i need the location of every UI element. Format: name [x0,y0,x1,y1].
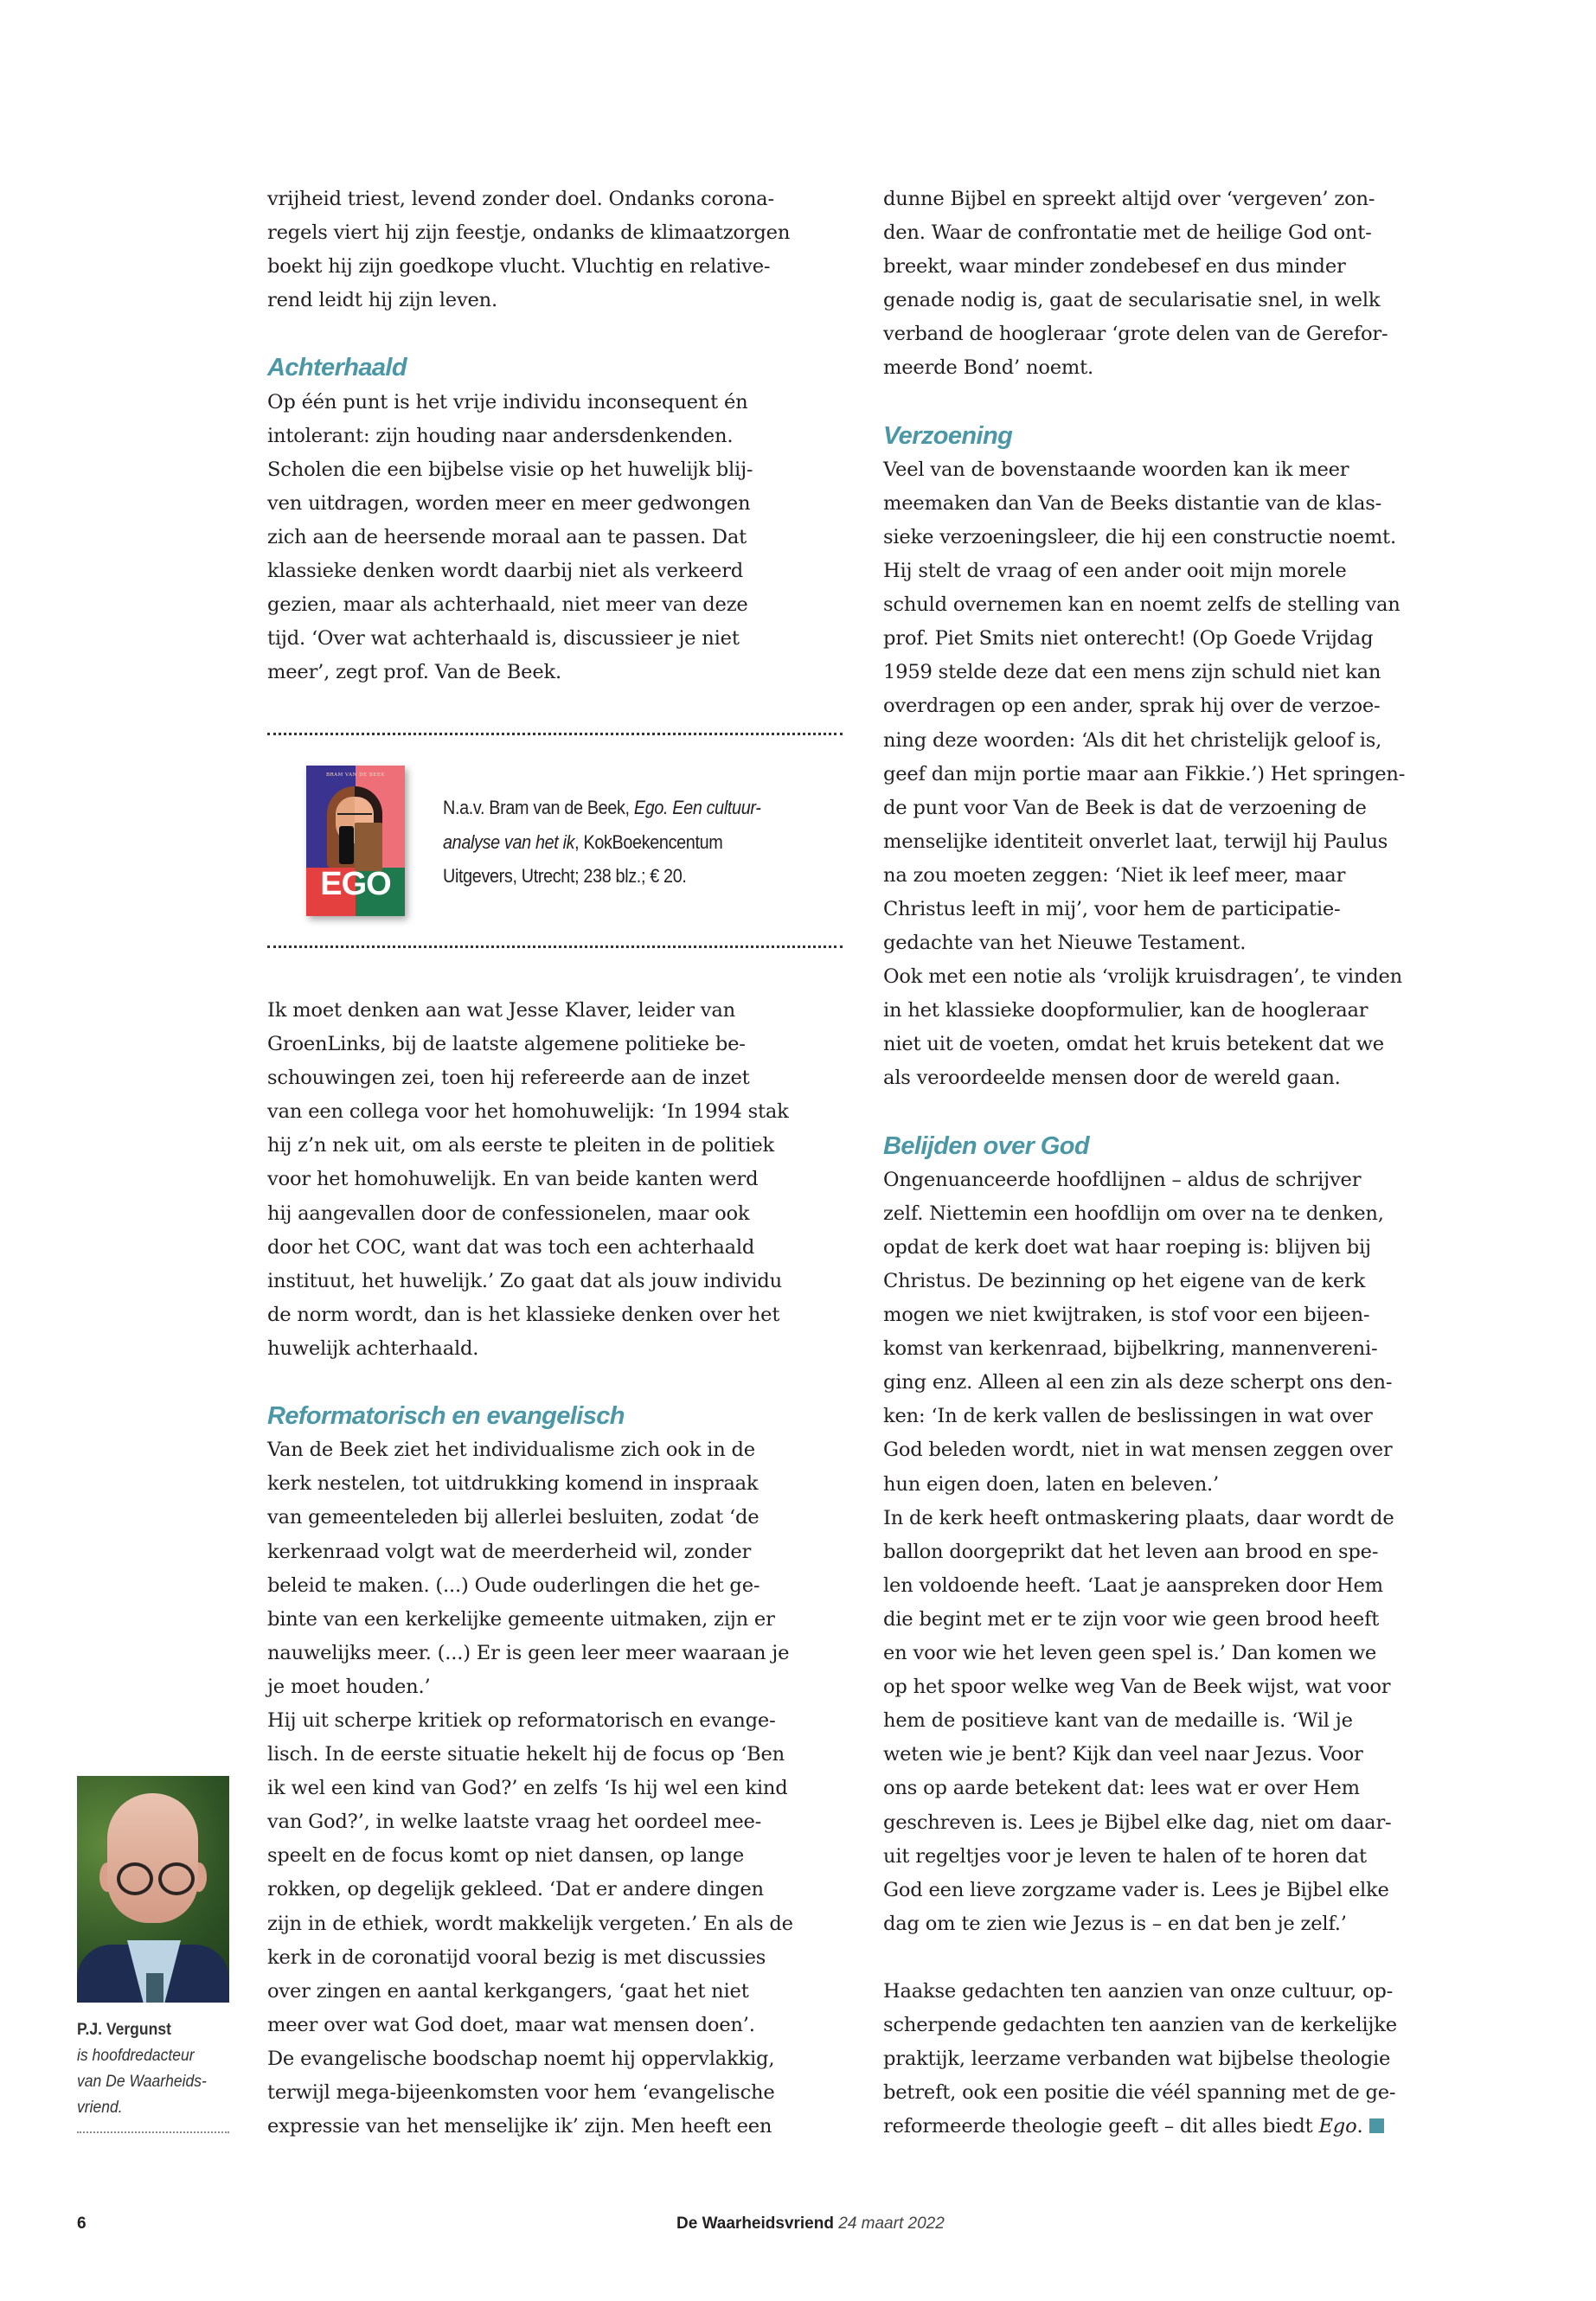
text-line: ging enz. Alleen al een zin als deze scherpt ons den- [883,1371,1393,1394]
text-line: verband de hoogleraar ‘grote delen van de Gerefor- [883,323,1388,346]
text-line: dunne Bijbel en spreekt altijd over ‘vergeven’ zon- [883,188,1375,210]
text-line: God beleden wordt, niet in wat mensen zeggen over [883,1439,1393,1462]
text-line: Hij uit scherpe kritiek op reformatorisch en evange- [267,1708,776,1732]
text-line: opdat de kerk doet wat haar roeping is: blijven bij [883,1235,1371,1259]
text-line: van De Waarheids- [77,2072,207,2091]
text-line: binte van een kerkelijke gemeente uitmaken, zijn er [267,1607,775,1631]
text-line: Ik moet denken aan wat Jesse Klaver, leider van [267,999,735,1022]
paragraph [267,994,793,1366]
text-line: Christus leeft in mij’, voor hem de participatie- [883,897,1341,920]
text-line: sieke verzoeningsleer, die hij een constructie noemt. [883,525,1396,548]
paragraph [883,1502,1405,1941]
text-line: 1959 stelde deze dat een mens zijn schuld niet kan [883,661,1381,684]
text-line [443,825,760,860]
text-line: genade nodig is, gaat de secularisatie snel, in welk [883,289,1381,312]
text-line: lisch. In de eerste situatie hekelt hij de focus op ‘Ben [267,1743,785,1766]
text-line: De evangelische boodschap noemt hij oppervlakkig, [267,2047,775,2070]
final-line [883,2110,1405,2144]
text-line: beleid te maken. (...) Oude ouderlingen die het ge- [267,1574,760,1597]
text-line: gedachte van het Nieuwe Testament. [883,932,1247,955]
text-line: instituut, het huwelijk.’ Zo gaat dat als jouw individu [267,1269,782,1292]
text-line: ons op aarde betekent dat: lees wat er over Hem [883,1777,1360,1800]
text-line: ballon doorgeprikt dat het leven aan brood en spe- [883,1540,1379,1563]
paragraph [267,1433,793,1704]
text-line: schouwingen zei, toen hij refereerde aan de inzet [267,1067,750,1090]
text-line: nauwelijks meer. (...) Er is geen leer meer waaraan je [267,1641,790,1664]
text-line [443,791,760,825]
text-line: van gemeenteleden bij allerlei besluiten, zodat ‘de [267,1506,760,1529]
text-line: overdragen op een ander, sprak hij over de verzoe- [883,695,1381,718]
section-heading: Reformatorisch en evangelisch [267,1402,625,1431]
paragraph [883,453,1405,960]
author-bio [77,2042,207,2120]
text-line: rend leidt hij zijn leven. [267,289,498,312]
text-segment: Uitgevers, Utrecht; 238 blz.; € 20. [443,865,687,887]
text-line: geschreven is. Lees je Bijbel elke dag, niet om daar- [883,1811,1392,1834]
paragraph [267,386,790,690]
text-line: weten wie je bent? Kijk dan veel naar Jezus. Voor [883,1743,1363,1766]
left-column-upper [267,183,790,689]
author-photo [77,1776,229,2003]
text-line: kerkenraad volgt wat de meerderheid wil, zonder [267,1540,752,1563]
text-line: op het spoor welke weg Van de Beek wijst, wat voor [883,1676,1391,1699]
text-line: voor het homohuwelijk. En van beide kanten werd [267,1168,759,1191]
text-line: als veroordeelde mensen door de wereld gaan. [883,1067,1341,1090]
text-line: kerk in de coronatijd vooral bezig is met discussies [267,1945,766,1969]
text-line: terwijl mega-bijeenkomsten voor hem ‘evangelische [267,2081,775,2104]
text-line: die begint met er te zijn voor wie geen brood heeft [883,1607,1380,1631]
text-line: dag om te zien wie Jezus is – en dat ben je zelf.’ [883,1912,1347,1935]
text-segment: analyse van het ik [443,830,575,853]
text-line: ken: ‘In de kerk vallen de beslissingen in wat over [883,1405,1373,1428]
author-name: P.J. Vergunst [77,2020,171,2039]
text-line: ning deze woorden: ‘Als dit het christelijk geloof is, [883,728,1382,752]
text-line: over zingen en aantal kerkgangers, ‘gaat het niet [267,1979,749,2003]
text-segment: . [1356,2115,1363,2138]
text-line: breekt, waar minder zondebesef en dus minder [883,255,1346,279]
text-line: hij z’n nek uit, om als eerste te pleiten in de politiek [267,1134,775,1157]
text-line: len voldoende heeft. ‘Laat je aanspreken door Hem [883,1574,1383,1597]
text-line: zelf. Niettemin een hoofdlijn om over na te denken, [883,1202,1384,1225]
text-segment: Ego. Een cultuur- [633,797,761,818]
text-line: Op één punt is het vrije individu inconsequent én [267,390,748,413]
text-line: de norm wordt, dan is het klassieke denken over het [267,1303,780,1326]
text-line: praktijk, leerzame verbanden wat bijbelse theologie [883,2048,1391,2071]
text-line: uit regeltjes voor je leven te halen of te horen dat [883,1844,1367,1868]
text-line: boekt hij zijn goedkope vlucht. Vluchtig en relative- [267,255,771,279]
publication-name: De Waarheidsvriend [676,2214,834,2233]
text-segment: , KokBoekencentum [574,830,723,853]
text-line: Hij stelt de vraag of een ander ooit mijn morele [883,560,1347,583]
text-line: zijn in de ethiek, wordt makkelijk vergeten.’ En als de [267,1912,793,1935]
cover-title: EGO [320,866,391,902]
text-line: Christus. De bezinning op het eigene van de kerk [883,1270,1366,1292]
text-line: van God?’, in welke laatste vraag het oordeel mee- [267,1811,762,1834]
text-line: meer’, zegt prof. Van de Beek. [267,661,561,684]
text-line: scherpende gedachten ten aanzien van de kerkelijke [883,2014,1397,2037]
paragraph [883,960,1405,1095]
text-line: niet uit de voeten, omdat het kruis betekent dat we [883,1033,1384,1056]
section-heading: Belijden over God [883,1131,1089,1160]
text-line: regels viert hij zijn feestje, ondanks de klimaatzorgen [267,221,791,245]
issue-date: 24 maart 2022 [838,2214,945,2233]
text-line: vriend. [77,2098,123,2117]
text-line: prof. Piet Smits niet onterecht! (Op Goede Vrijdag [883,627,1374,651]
section-heading: Achterhaald [267,354,407,382]
paragraph [267,1704,793,2144]
text-line: Haakse gedachten ten aanzien van onze cultuur, op- [883,1979,1394,2003]
text-segment: Ego [1318,2115,1357,2138]
text-line: schuld overnemen kan en noemt zelfs de stelling van [883,593,1401,617]
text-line: vrijheid triest, levend zonder doel. Ondanks corona- [267,188,774,210]
text-line: ik wel een kind van God?’ en zelfs ‘Is hij wel een kind [267,1777,788,1800]
text-line: meerde Bond’ noemt. [883,356,1093,380]
text-line: speelt en de focus komt op niet dansen, op lange [267,1844,745,1868]
text-line: van een collega voor het homohuwelijk: ‘In 1994 stak [267,1100,789,1124]
text-line: komst van kerkenraad, bijbelkring, mannenvereni- [883,1337,1378,1361]
text-segment: reformeerde theologie geeft – dit alles biedt [883,2115,1319,2138]
text-line: mogen we niet kwijtraken, is stof voor een bijeen- [883,1304,1370,1327]
text-line: door het COC, want dat was toch een achterhaald [267,1235,755,1259]
paragraph [883,1975,1405,2110]
text-line: de punt voor Van de Beek is dat de verzoening de [883,796,1367,819]
text-line: geef dan mijn portie maar aan Fikkie.’) Het springen- [883,762,1406,785]
section-heading: Verzoening [883,421,1013,450]
footer-publication [676,2214,945,2234]
text-line: huwelijk achterhaald. [267,1336,479,1360]
book-reference [443,791,760,894]
text-line: kerk nestelen, tot uitdrukking komend in inspraak [267,1472,759,1496]
text-line: meemaken dan Van de Beeks distantie van de klas- [883,491,1382,515]
divider-bottom [267,945,843,948]
text-line: GroenLinks, bij de laatste algemene politieke be- [267,1033,746,1056]
text-line: meer over wat God doet, maar wat mensen doen’. [267,2013,755,2036]
paragraph [883,1163,1405,1502]
divider-top [267,733,843,735]
text-segment: N.a.v. Bram van de Beek, [443,797,634,818]
text-line: rokken, op degelijk gekleed. ‘Dat er andere dingen [267,1878,764,1901]
text-line: hem de positieve kant van de medaille is. ‘Wil je [883,1709,1353,1733]
text-line: Ongenuanceerde hoofdlijnen – aldus de schrijver [883,1168,1362,1191]
text-line: gezien, maar als achterhaald, niet meer van deze [267,593,748,617]
page-number: 6 [77,2214,87,2233]
text-line: klassieke denken wordt daarbij niet als verkeerd [267,560,744,583]
text-line: en voor wie het leven geen spel is.’ Dan komen we [883,1642,1377,1665]
text-line: is hoofdredacteur [77,2046,195,2065]
text-line: intolerant: zijn houding naar andersdenkenden. [267,424,734,447]
author-byline [77,2016,207,2120]
paragraph [883,183,1405,386]
text-line: menselijke identiteit onverlet laat, terwijl hij Paulus [883,830,1388,853]
text-line: Veel van de bovenstaande woorden kan ik meer [883,458,1349,481]
text-line: na zou moeten zeggen: ‘Niet ik leef meer, maar [883,863,1346,887]
text-line: hun eigen doen, laten en beleven.’ [883,1472,1220,1496]
end-mark-icon [1369,2118,1384,2133]
text-line: Van de Beek ziet het individualisme zich ook in de [267,1439,755,1462]
paragraph [267,183,790,317]
text-line: God een lieve zorgzame vader is. Lees je Bijbel elke [883,1878,1389,1901]
text-line [443,859,760,894]
text-line: ven uitdragen, worden meer en meer gedwongen [267,491,751,515]
text-line: betreft, ook een positie die véél spanning met de ge- [883,2081,1396,2105]
cover-author: BRAM VAN DE BEEK [325,772,386,778]
text-line: in het klassieke doopformulier, kan de hoogleraar [883,999,1368,1022]
text-line: je moet houden.’ [267,1675,431,1698]
text-line: Scholen die een bijbelse visie op het huwelijk blij- [267,458,753,481]
right-column [883,183,1405,2144]
text-line: hij aangevallen door de confessionelen, maar ook [267,1202,750,1225]
text-line: Ook met een notie als ‘vrolijk kruisdragen’, te vinden [883,965,1402,989]
text-line: expressie van het menselijke ik’ zijn. Men heeft een [267,2115,772,2138]
text-line: tijd. ‘Over wat achterhaald is, discussieer je niet [267,627,740,651]
book-cover-image [306,766,405,916]
text-line: zich aan de heersende moraal aan te passen. Dat [267,525,747,548]
text-line: den. Waar de confrontatie met de heilige God ont- [883,221,1372,245]
text-line: In de kerk heeft ontmaskering plaats, daar wordt de [883,1506,1394,1529]
left-column-lower [267,994,793,2144]
byline-divider [77,2131,229,2133]
